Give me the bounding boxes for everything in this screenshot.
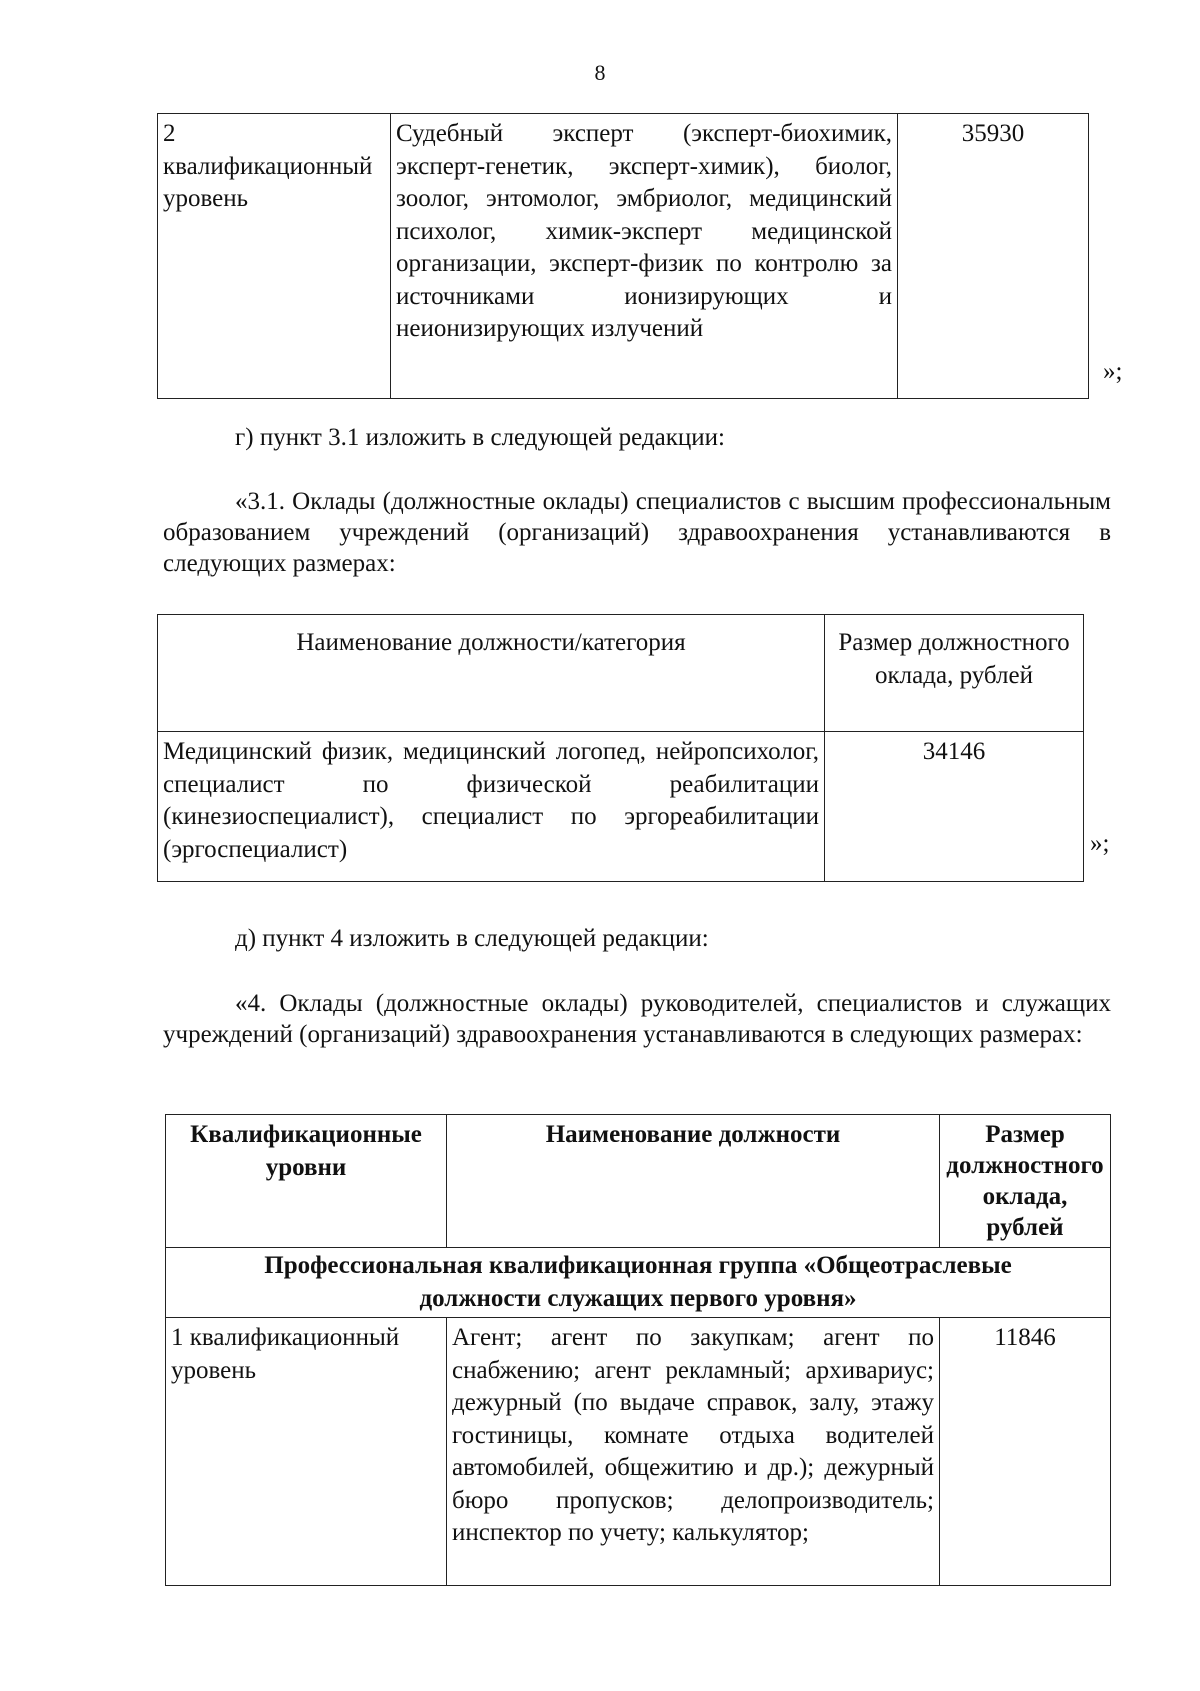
- header-qualification-levels: Квалификационные уровни: [166, 1115, 447, 1248]
- table-row: [158, 732, 1084, 882]
- specialists-salary-table: [157, 614, 1084, 882]
- table-row: [166, 1318, 1111, 1586]
- page-number: 8: [594, 60, 606, 85]
- position-names-cell: Судебный эксперт (эксперт-биохимик, эксперт-генетик, эксперт-химик), биолог, зоолог, энтомолог, эмбриолог, медицинский психолог, химик-эксперт медицинской организации, эксперт-физик по контролю за источниками ионизирующих и неионизирующих излучений: [391, 114, 898, 399]
- qualification-level-cell: 1 квалификационный уровень: [166, 1318, 447, 1586]
- table-header-row: [166, 1115, 1111, 1248]
- professional-group-title: Профессиональная квалификационная группа «Общеотраслевые должности служащих первого уровня»: [166, 1248, 1111, 1318]
- position-names-cell: Агент; агент по закупкам; агент по снабжению; агент рекламный; архивариус; дежурный (по выдаче справок, залу, этажу гостиницы, комнате отдыха водителей автомобилей, общежитию и др.); дежурный бюро пропусков; делопроизводитель; инспектор по учету; калькулятор;: [447, 1318, 940, 1586]
- group-row: [166, 1248, 1111, 1318]
- paragraph-g: г) пункт 3.1 изложить в следующей редакции:: [235, 424, 725, 451]
- table-row: [158, 114, 1089, 399]
- qualification-level-cell: 2 квалификационный уровень: [158, 114, 391, 399]
- closing-quote: »;: [1090, 830, 1110, 857]
- salaries-by-qualification-table: [165, 1114, 1111, 1586]
- salary-cell: 35930: [898, 114, 1089, 399]
- paragraph-3-1: «3.1. Оклады (должностные оклады) специалистов с высшим профессиональным образованием учреждений (организаций) здравоохранения устанавливаются в следующих размерах:: [163, 488, 1111, 577]
- header-position-category: Наименование должности/категория: [158, 615, 825, 732]
- header-salary-size: Размер должностного оклада, рублей: [940, 1115, 1111, 1248]
- salary-cell: 11846: [940, 1318, 1111, 1586]
- header-salary-size: Размер должностного оклада, рублей: [825, 615, 1084, 732]
- paragraph-d: д) пункт 4 изложить в следующей редакции:: [235, 925, 709, 952]
- table-header-row: [158, 615, 1084, 732]
- position-names-cell: Медицинский физик, медицинский логопед, нейропсихолог, специалист по физической реабилитации (кинезиоспециалист), специалист по эргореабилитации (эргоспециалист): [158, 732, 825, 882]
- closing-quote: »;: [1103, 358, 1123, 385]
- salary-cell: 34146: [825, 732, 1084, 882]
- qualification-table-continued: [157, 113, 1089, 399]
- header-position-name: Наименование должности: [447, 1115, 940, 1248]
- paragraph-4: «4. Оклады (должностные оклады) руководителей, специалистов и служащих учреждений (организаций) здравоохранения устанавливаются в следующих размерах:: [163, 990, 1111, 1048]
